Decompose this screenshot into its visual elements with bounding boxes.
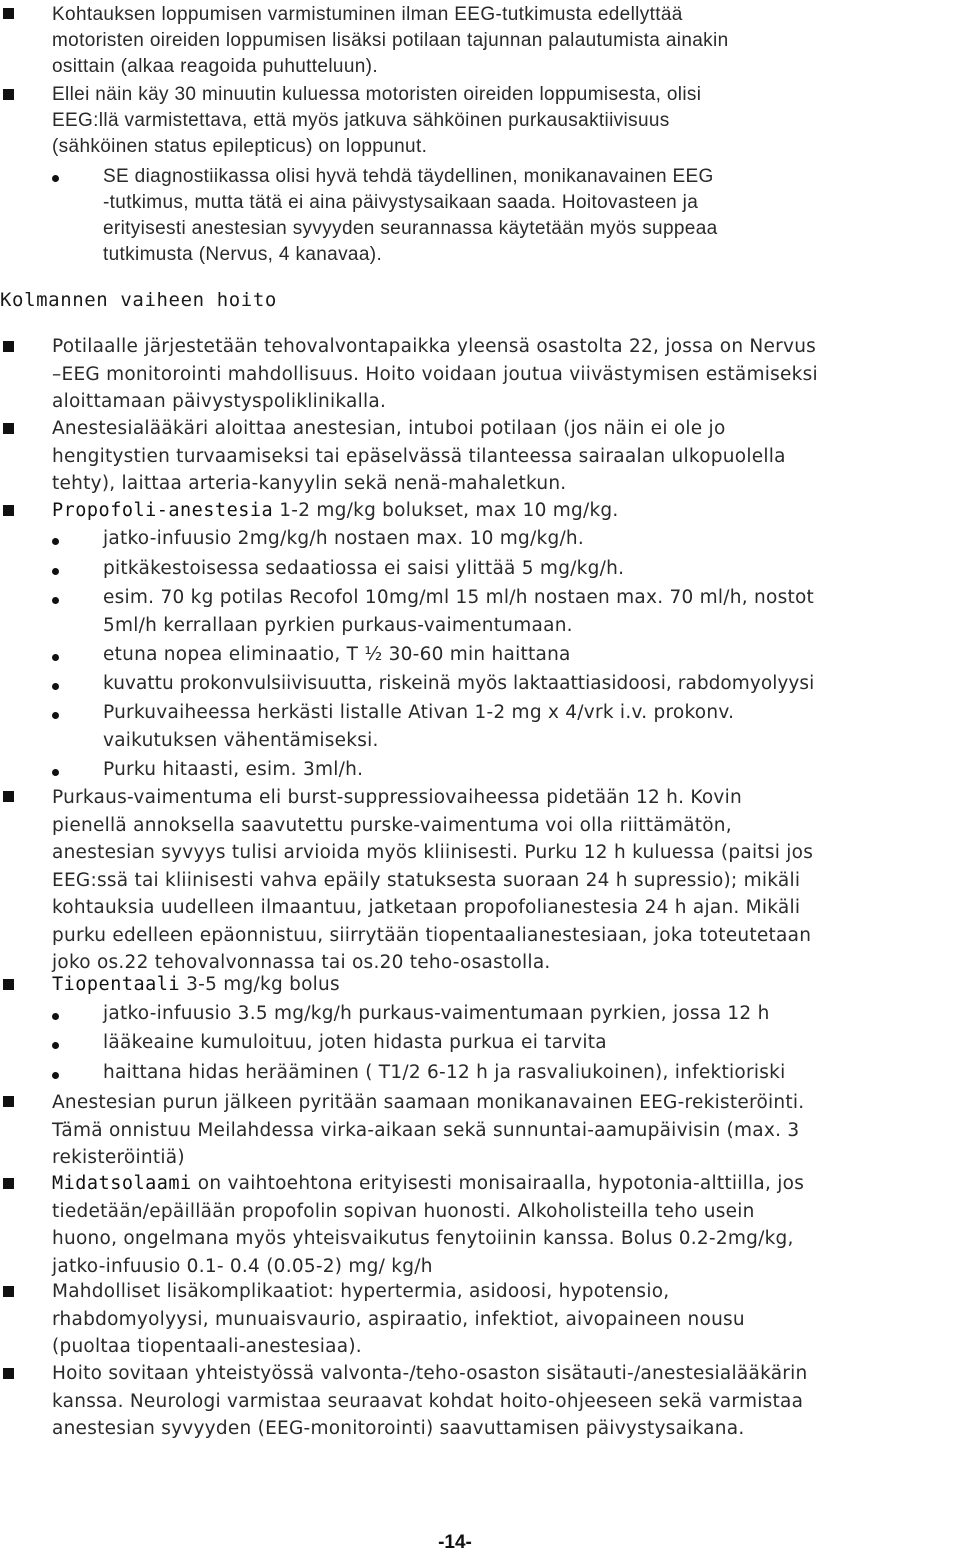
round-bullet-icon bbox=[52, 538, 59, 545]
round-bullet-icon bbox=[52, 712, 59, 719]
round-bullet-icon bbox=[52, 769, 59, 776]
propofol-bullet: Purkuvaiheessa herkästi listalle Ativan 1-2 mg x 4/vrk i.v. prokonv. vaikutuksen vähentämiseksi. bbox=[103, 702, 735, 751]
square-bullet-icon bbox=[3, 979, 14, 990]
thiopental-bullet: lääkeaine kumuloituu, joten hidasta purkua ei tarvita bbox=[103, 1032, 607, 1053]
thiopental-bullet: jatko-infuusio 3.5 mg/kg/h purkaus-vaimentumaan pyrkien, jossa 12 h bbox=[103, 1003, 770, 1024]
round-bullet-icon bbox=[52, 1013, 59, 1020]
square-bullet-icon bbox=[3, 8, 14, 19]
drug-name-thiopental: Tiopentaali bbox=[52, 974, 181, 995]
round-bullet-icon bbox=[52, 597, 59, 604]
paragraph-se-diagnostics: SE diagnostiikassa olisi hyvä tehdä täydellinen, monikanavainen EEG -tutkimus, mutta tätä ei aina päivystysaikaan saada. Hoitovasteen ja erityisesti anestesian syvyyden seurannassa käytetään myös suppeaa tutkimusta (Nervus, 4 kanavaa). bbox=[103, 166, 718, 265]
square-bullet-icon bbox=[3, 1178, 14, 1189]
square-bullet-icon bbox=[3, 1368, 14, 1379]
drug-name-propofol: Propofoli-anestesia bbox=[52, 500, 274, 521]
paragraph-monitoring-place: Potilaalle järjestetään tehovalvontapaikka yleensä osastolta 22, jossa on Nervus –EEG monitorointi mahdollisuus. Hoito voidaan joutua viivästymisen estämiseksi aloittamaan päivystyspoliklinikalla. bbox=[52, 336, 818, 412]
square-bullet-icon bbox=[3, 505, 14, 516]
propofol-bullet: pitkäkestoisessa sedaatiossa ei saisi ylittää 5 mg/kg/h. bbox=[103, 558, 625, 579]
paragraph-complications: Mahdolliset lisäkomplikaatiot: hypertermia, asidoosi, hypotensio, rhabdomyolyysi, munuaisvaurio, aspiraatio, infektiot, aivopaineen nousu (puoltaa tiopentaali-anestesiaa). bbox=[52, 1281, 745, 1357]
round-bullet-icon bbox=[52, 175, 59, 182]
square-bullet-icon bbox=[3, 791, 14, 802]
propofol-bullet: jatko-infuusio 2mg/kg/h nostaen max. 10 mg/kg/h. bbox=[103, 528, 585, 549]
square-bullet-icon bbox=[3, 1286, 14, 1297]
round-bullet-icon bbox=[52, 1042, 59, 1049]
propofol-bullet: etuna nopea eliminaatio, T ½ 30-60 min haittana bbox=[103, 644, 571, 665]
round-bullet-icon bbox=[52, 654, 59, 661]
round-bullet-icon bbox=[52, 683, 59, 690]
round-bullet-icon bbox=[52, 568, 59, 575]
paragraph-burst-suppression: Purkaus-vaimentuma eli burst-suppressiovaiheessa pidetään 12 h. Kovin pienellä annoksella saavutettu purske-vaimentuma voi olla riittämätön, anestesian syvyys tulisi arvioida myös kliinisesti. Purku 12 h kuluessa (paitsi jos EEG:ssä tai kliinisesti vahva epäily statuksesta suoraan 24 h supressio); mikäli kohtauksia uudelleen ilmaantuu, jatketaan propofolianestesia 24 h ajan. Mikäli purku edelleen epäonnistuu, siirrytään tiopentaalianestesiaan, joka toteutetaan joko os.22 tehovalvonnassa tai os.20 teho-osastolla. bbox=[52, 787, 814, 973]
square-bullet-icon bbox=[3, 1096, 14, 1107]
drug-name-midazolam: Midatsolaami bbox=[52, 1173, 192, 1194]
paragraph-propofol: Propofoli-anestesia 1-2 mg/kg bolukset, max 10 mg/kg. bbox=[52, 500, 619, 521]
paragraph-coordination: Hoito sovitaan yhteistyössä valvonta-/teho-osaston sisätauti-/anestesialääkärin kanssa. Neurologi varmistaa seuraavat kohdat hoito-ohjeeseen sekä varmistaa anestesian syvyyden (EEG-monitorointi) saavuttamisen päivystysaikana. bbox=[52, 1363, 808, 1439]
paragraph-seizure-end: Kohtauksen loppumisen varmistuminen ilman EEG-tutkimusta edellyttää motoristen oireiden loppumisen lisäksi potilaan tajunnan palautumista ainakin osittain (alkaa reagoida puhutteluun). bbox=[52, 4, 729, 77]
section-heading: Kolmannen vaiheen hoito bbox=[0, 289, 277, 311]
propofol-bullet: kuvattu prokonvulsiivisuutta, riskeinä myös laktaattiasidoosi, rabdomyolyysi bbox=[103, 673, 815, 694]
square-bullet-icon bbox=[3, 341, 14, 352]
paragraph-thiopental: Tiopentaali 3-5 mg/kg bolus bbox=[52, 974, 340, 995]
paragraph-after-anesthesia: Anestesian purun jälkeen pyritään saamaan monikanavainen EEG-rekisteröinti. Tämä onnistuu Meilahdessa virka-aikaan sekä sunnuntai-aamupäivisin (max. 3 rekisteröintiä) bbox=[52, 1092, 805, 1168]
round-bullet-icon bbox=[52, 1072, 59, 1079]
page-number: -14- bbox=[438, 1532, 472, 1553]
propofol-bullet: esim. 70 kg potilas Recofol 10mg/ml 15 ml/h nostaen max. 70 ml/h, nostot 5ml/h kerrallaan pyrkien purkaus-vaimentumaan. bbox=[103, 587, 815, 636]
square-bullet-icon bbox=[3, 423, 14, 434]
propofol-bullet: Purku hitaasti, esim. 3ml/h. bbox=[103, 759, 364, 780]
thiopental-bullet: haittana hidas herääminen ( T1/2 6-12 h ja rasvaliukoinen), infektioriski bbox=[103, 1062, 786, 1083]
square-bullet-icon bbox=[3, 89, 14, 100]
paragraph-anesthesiologist: Anestesialääkäri aloittaa anestesian, intuboi potilaan (jos näin ei ole jo hengitystien turvaamiseksi tai epäselvässä tilanteessa sairaalan ulkopuolella tehty), laittaa arteria-kanyylin sekä nenä-mahaletkun. bbox=[52, 418, 786, 494]
paragraph-midazolam: Midatsolaami on vaihtoehtona erityisesti monisairaalla, hypotonia-alttiilla, jos tiedetään/epäillään propofolin sopivan huonosti. Alkoholisteilla teho usein huono, ongelmana myös yhteisvaikutus fenytoiinin kanssa. Bolus 0.2-2mg/kg, jatko-infuusio 0.1- 0.4 (0.05-2) mg/ kg/h bbox=[52, 1173, 805, 1277]
paragraph-eeg-check: Ellei näin käy 30 minuutin kuluessa motoristen oireiden loppumisesta, olisi EEG:llä varmistettava, että myös jatkuva sähköinen purkausaktiivisuus (sähköinen status epilepticus) on loppunut. bbox=[52, 84, 702, 157]
